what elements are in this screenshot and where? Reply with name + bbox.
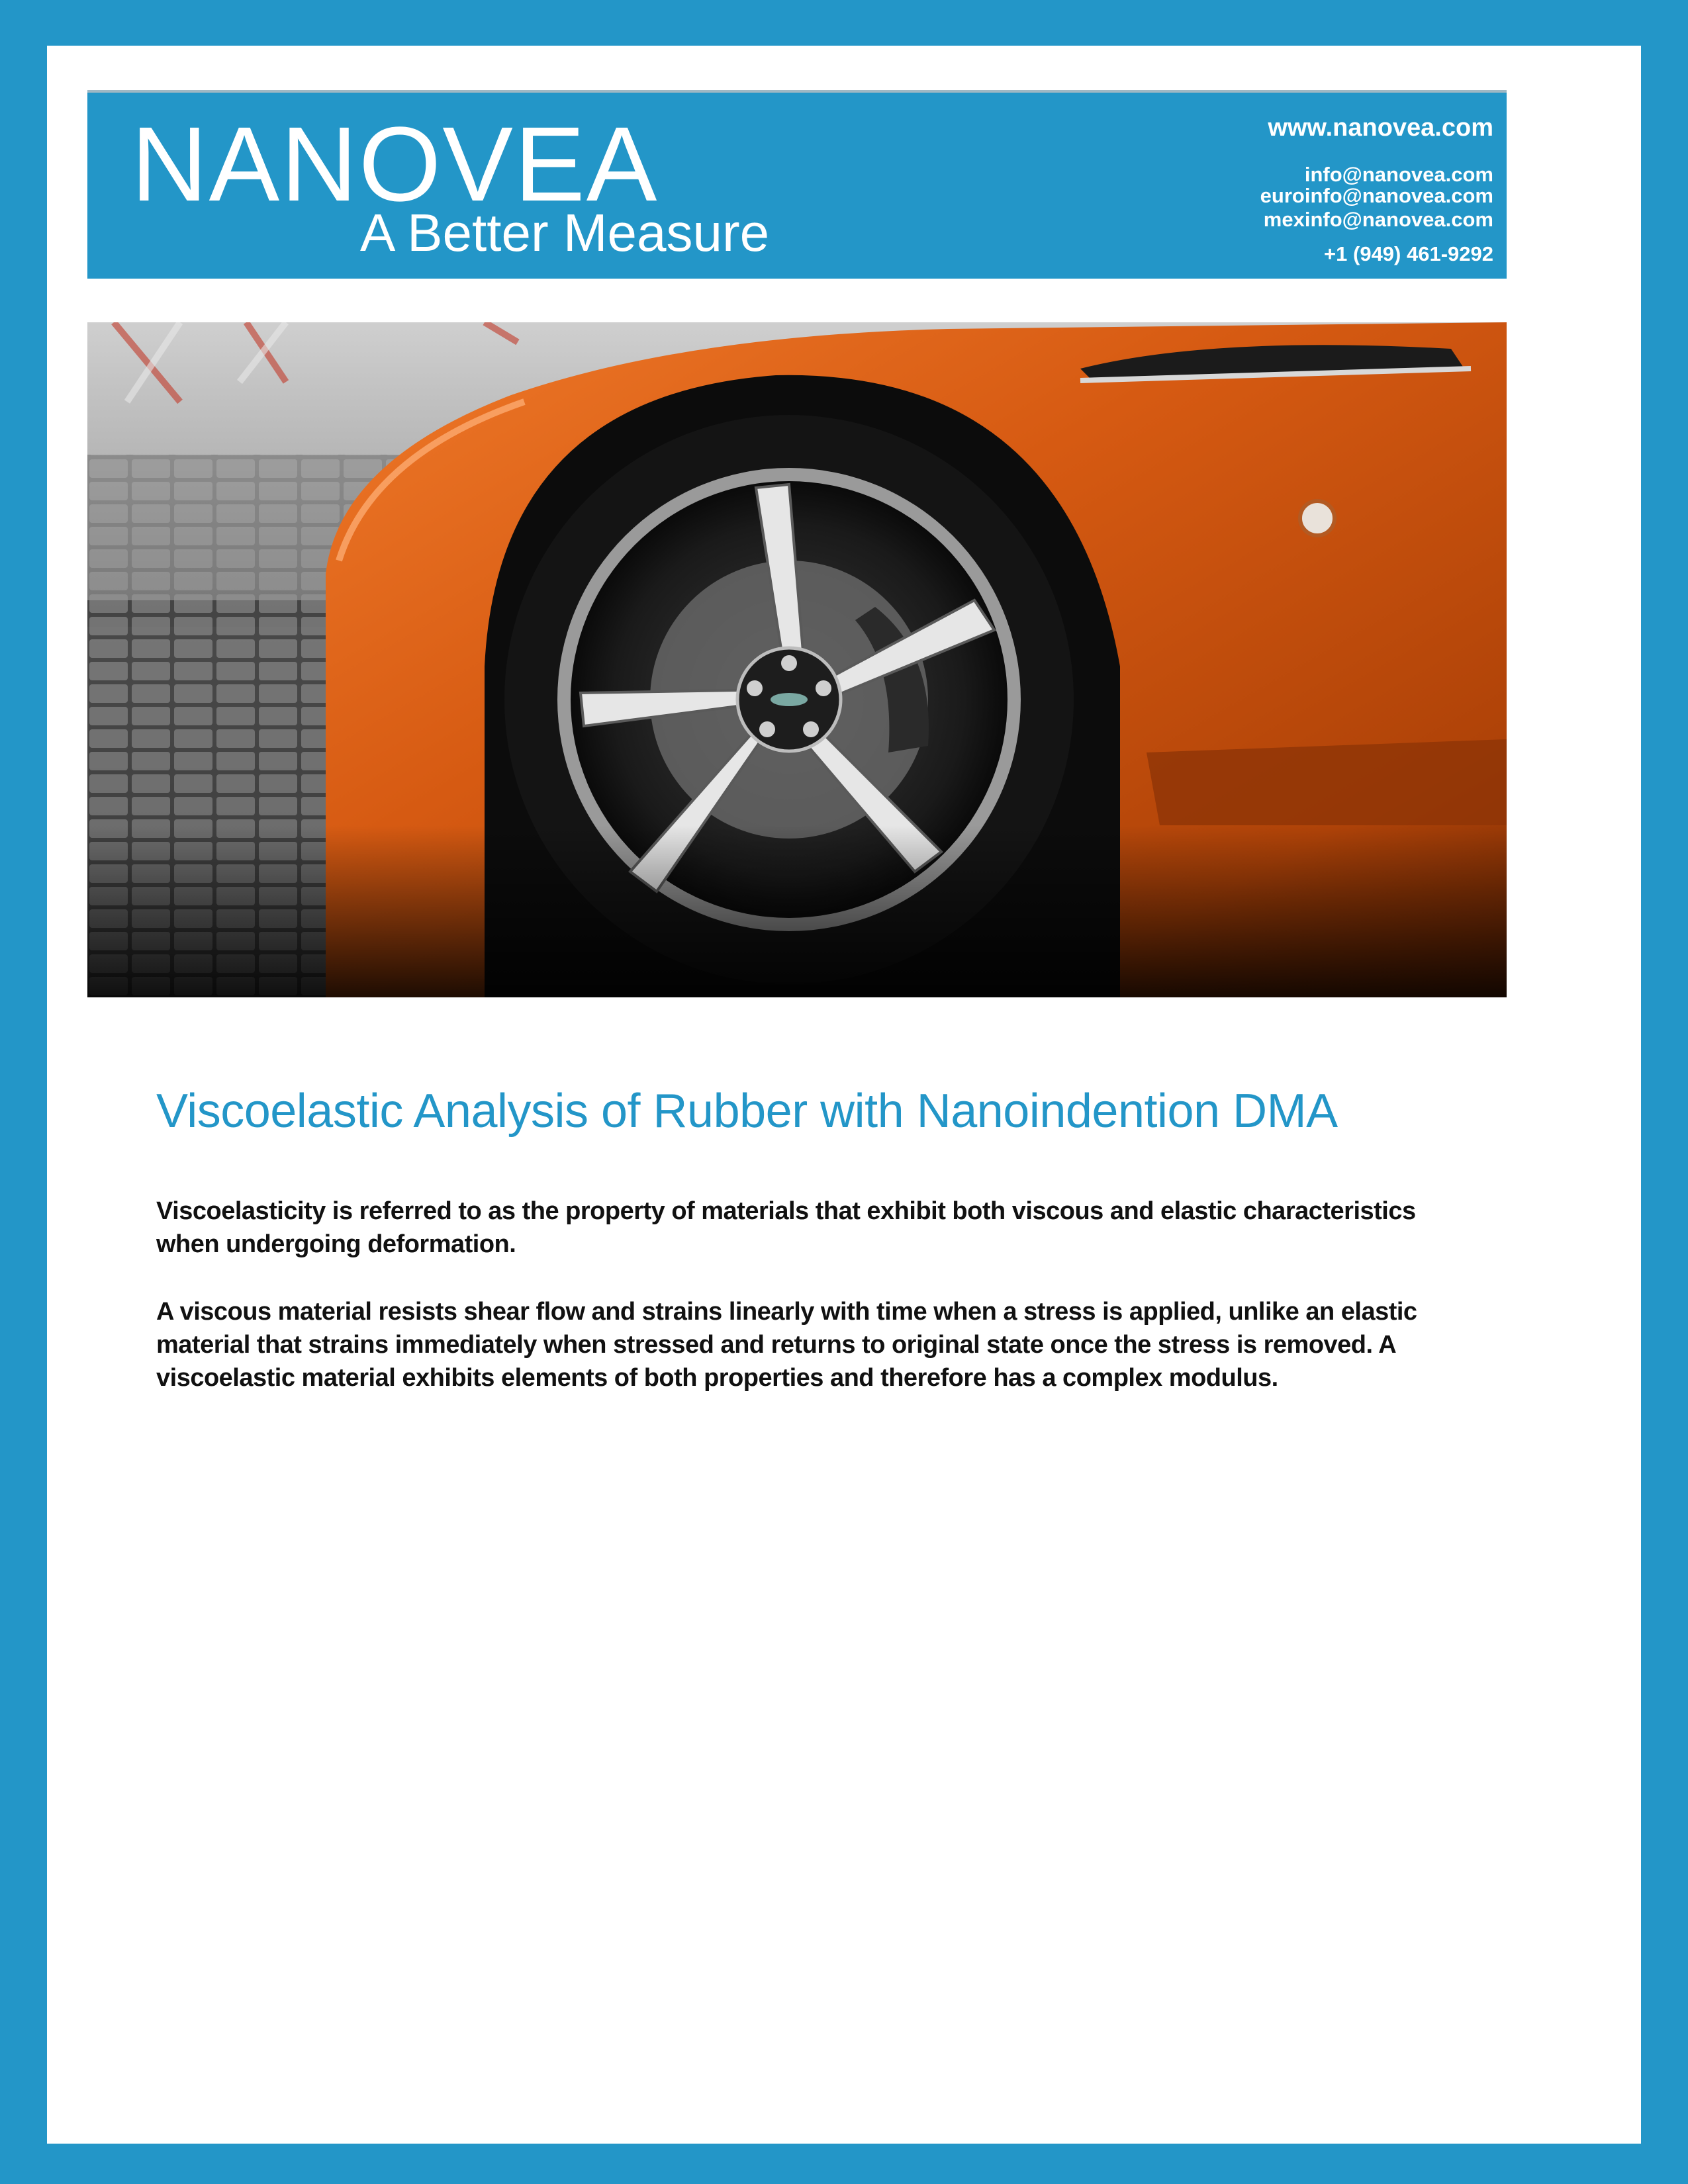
brand-logo-name: NANOVEA xyxy=(131,105,659,223)
header-banner xyxy=(87,90,1507,279)
paragraph-viscous-material: A viscous material resists shear flow and strains linearly with time when a stress is applied, unlike an elastic material that strains immediately when stressed and returns to original state once the stress is removed. A viscoelastic material exhibits elements of both properties and therefore has a complex modulus. xyxy=(156,1298,1417,1392)
email-euroinfo[interactable]: euroinfo@nanovea.com xyxy=(1260,184,1493,207)
email-info[interactable]: info@nanovea.com xyxy=(1304,163,1493,186)
hero-image-car-wheel xyxy=(87,322,1507,997)
email-mexinfo[interactable]: mexinfo@nanovea.com xyxy=(1263,208,1493,231)
phone-number[interactable]: +1 (949) 461-9292 xyxy=(1324,242,1493,265)
brand-tagline: A Better Measure xyxy=(360,203,770,262)
document-title: Viscoelastic Analysis of Rubber with Nanoindention DMA xyxy=(156,1085,1338,1138)
paragraph-definition: Viscoelasticity is referred to as the property of materials that exhibit both viscous and elastic characteristics when undergoing deformation. xyxy=(156,1197,1416,1258)
website-link[interactable]: www.nanovea.com xyxy=(1268,114,1493,142)
